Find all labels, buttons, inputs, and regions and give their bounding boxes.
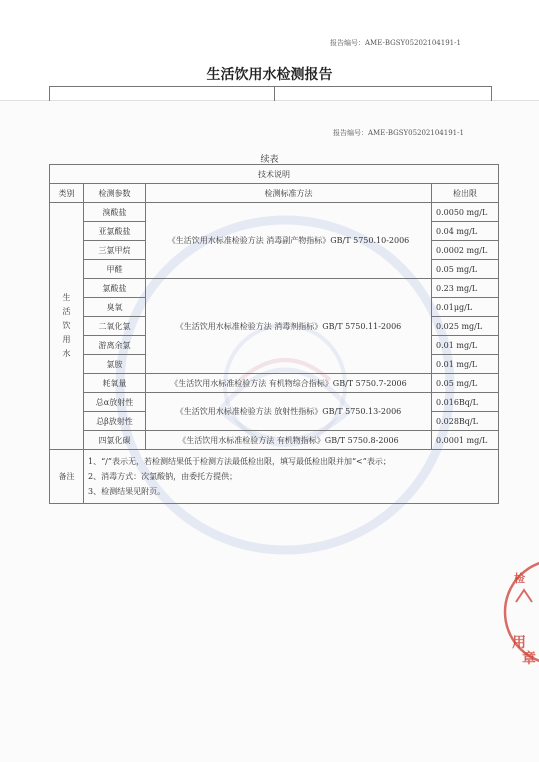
limit-cell: 0.05 mg/L [432, 260, 499, 279]
param-cell: 二氧化氯 [84, 317, 146, 336]
remark-line: 3、检测结果见附页。 [88, 487, 166, 496]
stamp-char: 用 [512, 635, 526, 651]
method-cell: 《生活饮用水标准检验方法 有机物指标》GB/T 5750.8-2006 [146, 431, 432, 450]
page1-fragment [0, 0, 539, 101]
page2-report-number: 报告编号：AME-BGSY05202104191-1 [333, 129, 464, 137]
param-cell: 氯胺 [84, 355, 146, 374]
param-cell: 耗氧量 [84, 374, 146, 393]
limit-cell: 0.016Bq/L [432, 393, 499, 412]
param-cell: 游离余氯 [84, 336, 146, 355]
header-category: 类别 [50, 184, 84, 203]
category-label: 生 活 饮 用 水 [62, 293, 71, 358]
limit-cell: 0.0050 mg/L [432, 203, 499, 222]
limit-cell: 0.05 mg/L [432, 374, 499, 393]
param-cell: 总α放射性 [84, 393, 146, 412]
method-cell: 《生活饮用水标准检验方法 放射性指标》GB/T 5750.13-2006 [146, 393, 432, 431]
continued-label: 续表 [260, 155, 279, 165]
page1-table-edge [49, 86, 492, 101]
method-cell: 《生活饮用水标准检验方法 有机物综合指标》GB/T 5750.7-2006 [146, 374, 432, 393]
page1-title: 生活饮用水检测报告 [206, 67, 333, 83]
param-cell: 臭氧 [84, 298, 146, 317]
limit-cell: 0.23 mg/L [432, 279, 499, 298]
method-cell: 《生活饮用水标准检验方法 消毒副产物指标》GB/T 5750.10-2006 [146, 203, 432, 279]
limit-cell: 0.01 mg/L [432, 355, 499, 374]
technical-description-table [49, 164, 499, 504]
param-cell: 四氯化碳 [84, 431, 146, 450]
param-cell: 溴酸盐 [84, 203, 146, 222]
limit-cell: 0.04 mg/L [432, 222, 499, 241]
remark-line: 1、“/”表示无，若检测结果低于检测方法最低检出限，填写最低检出限并加“<”表示； [88, 457, 391, 466]
page1-report-number: 报告编号：AME-BGSY05202104191-1 [330, 39, 461, 47]
method-cell: 《生活饮用水标准检验方法 消毒剂指标》GB/T 5750.11-2006 [146, 279, 432, 374]
remark-line: 2、消毒方式：次氯酸钠，由委托方提供； [88, 472, 238, 481]
header-method: 检测标准方法 [146, 184, 432, 203]
param-cell: 氯酸盐 [84, 279, 146, 298]
param-cell: 总β放射性 [84, 412, 146, 431]
header-parameter: 检测参数 [84, 184, 146, 203]
remarks-content [84, 450, 499, 504]
category-cell [50, 203, 84, 450]
stamp-char: 章 [522, 651, 536, 667]
header-limit: 检出限 [432, 184, 499, 203]
remarks-label: 备注 [50, 450, 84, 504]
limit-cell: 0.0002 mg/L [432, 241, 499, 260]
limit-cell: 0.025 mg/L [432, 317, 499, 336]
param-cell: 甲醛 [84, 260, 146, 279]
limit-cell: 0.0001 mg/L [432, 431, 499, 450]
stamp-char: 检 [514, 572, 525, 585]
section-title: 技术说明 [50, 165, 499, 184]
param-cell: 亚氯酸盐 [84, 222, 146, 241]
limit-cell: 0.028Bq/L [432, 412, 499, 431]
param-cell: 三氯甲烷 [84, 241, 146, 260]
limit-cell: 0.01 mg/L [432, 336, 499, 355]
limit-cell: 0.01μg/L [432, 298, 499, 317]
